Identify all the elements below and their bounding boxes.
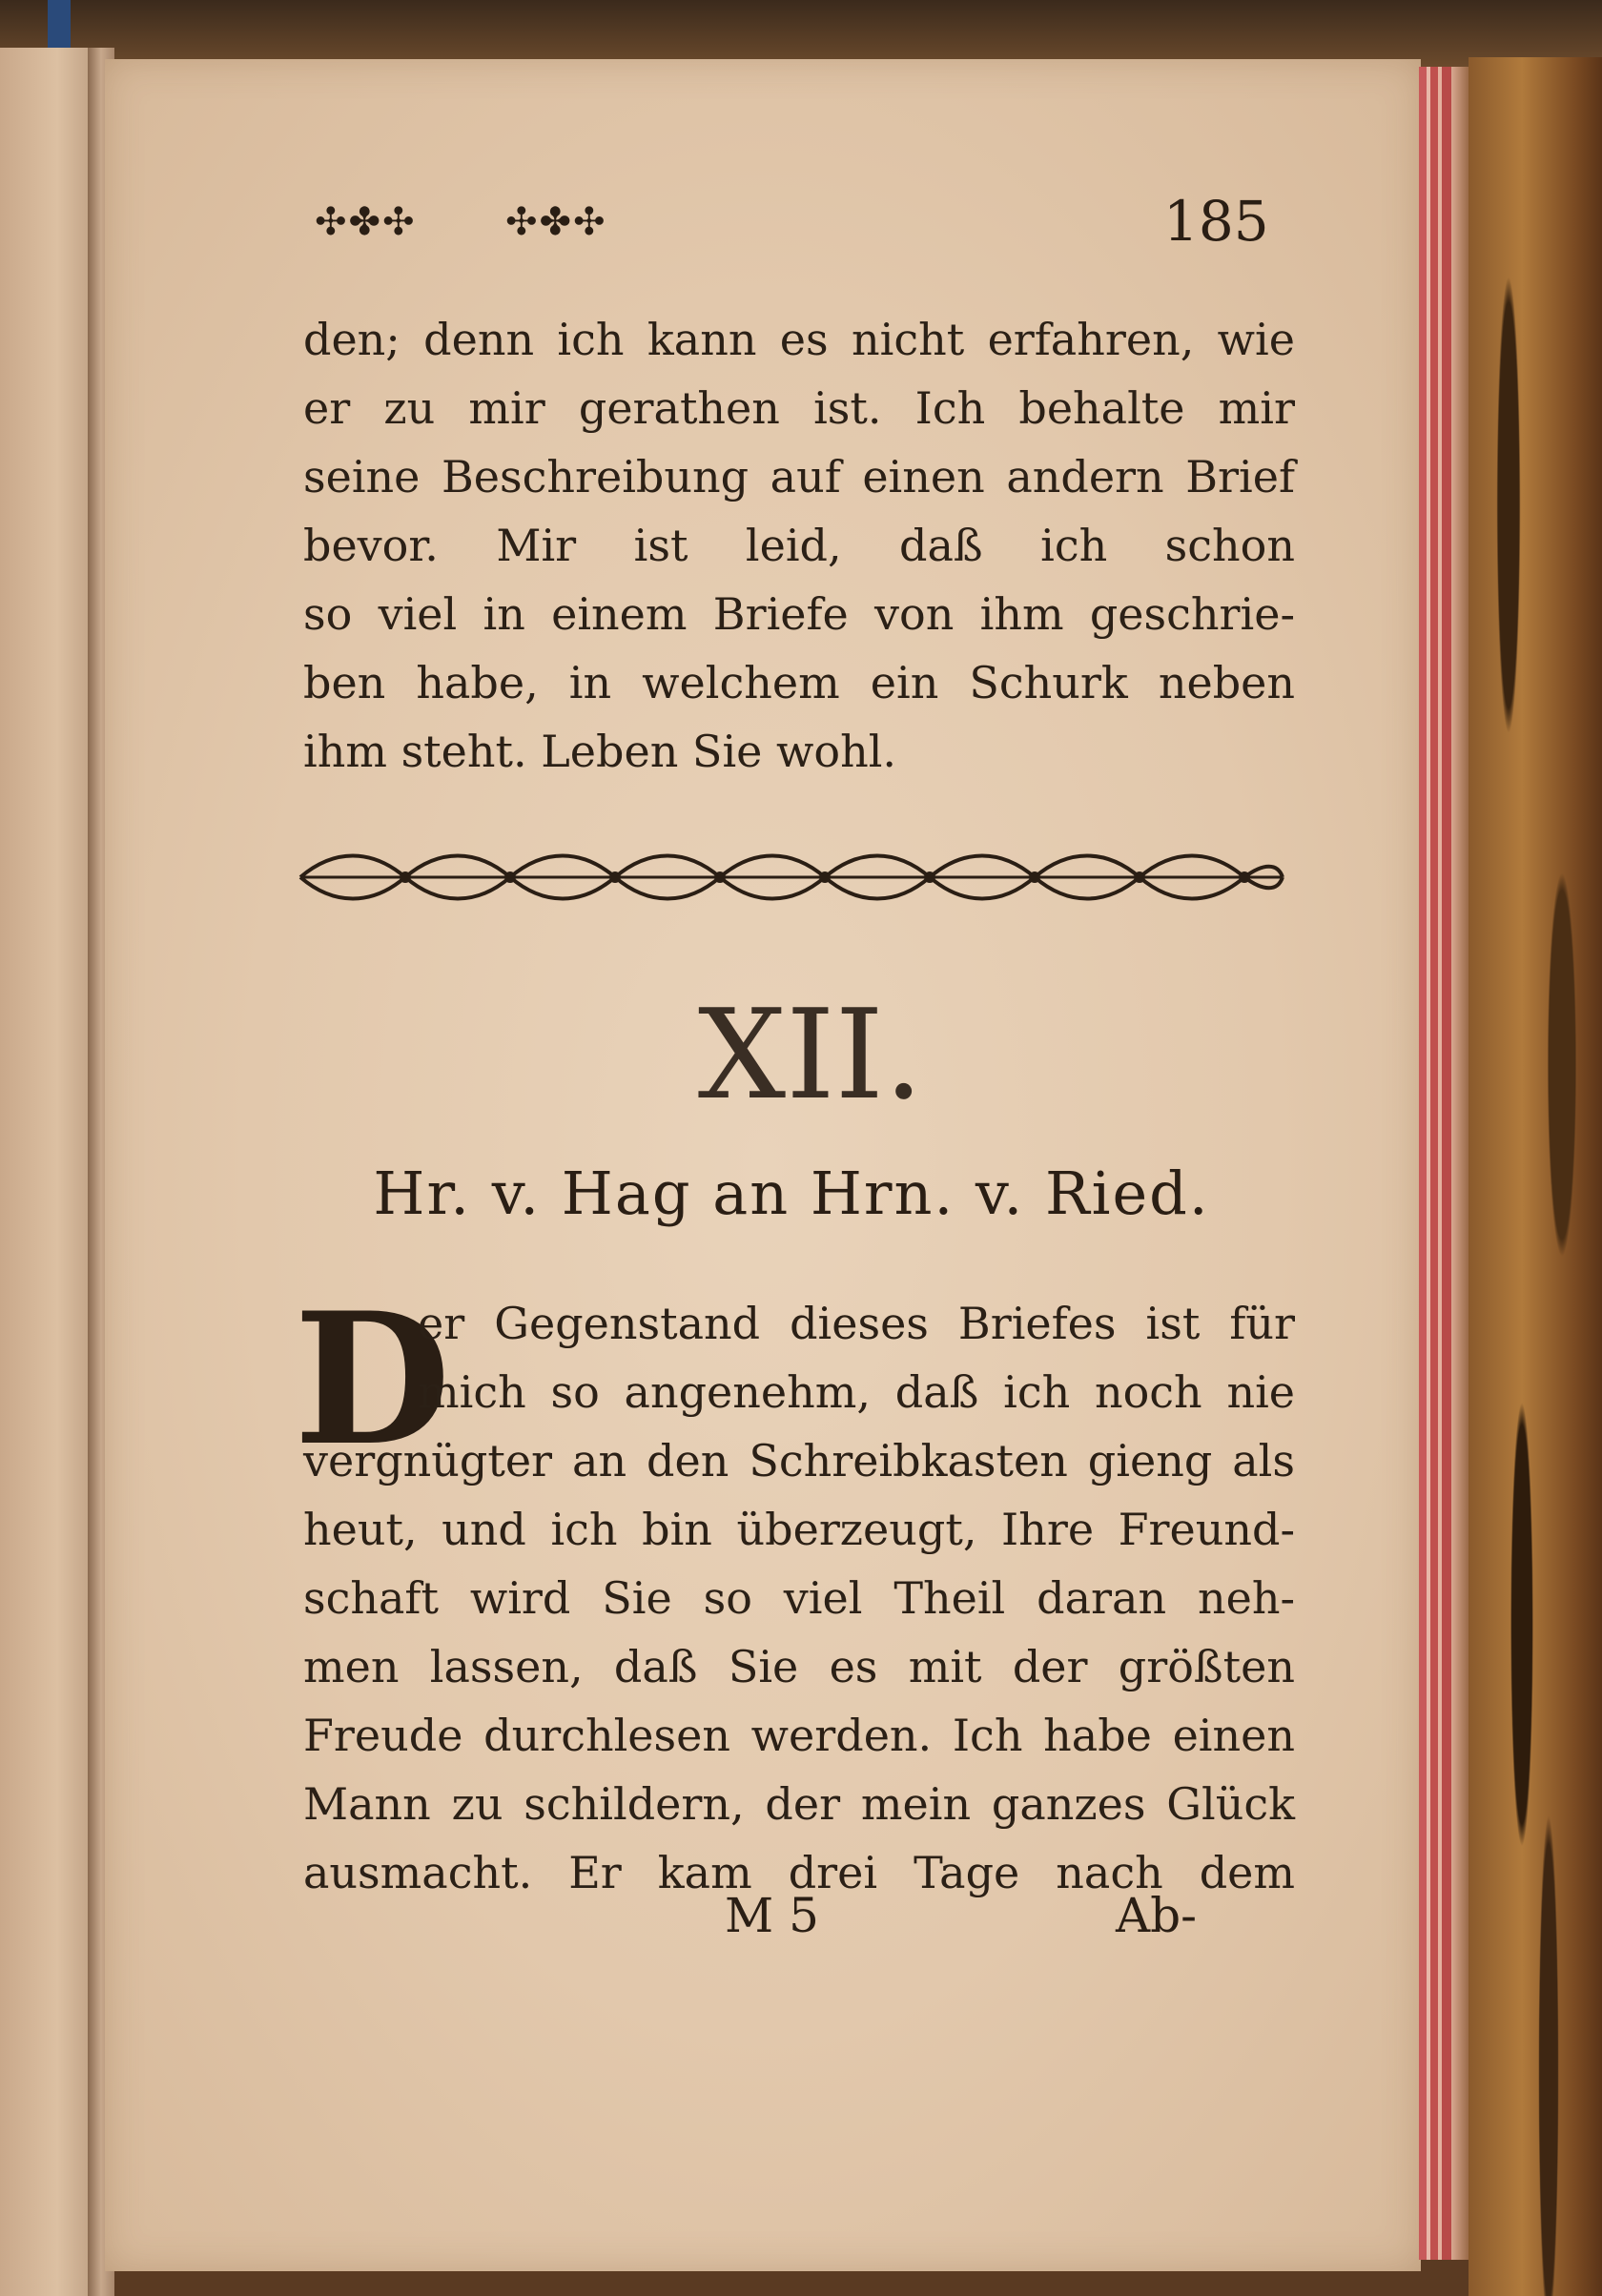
text-block-letter — [303, 1289, 1295, 1907]
text-line: ben habe, in welchem ein Schurk neben — [303, 657, 1295, 708]
chapter-heading-container — [105, 982, 1516, 1127]
text-line: vergnügter an den Schreibkasten gieng als — [303, 1435, 1295, 1486]
drop-cap: D — [294, 1273, 451, 1486]
text-line: Mann zu schildern, der mein ganzes Glück — [303, 1778, 1295, 1830]
book-top-edge — [0, 0, 1602, 67]
text-line: ihm steht. Leben Sie wohl. — [303, 726, 897, 777]
page-edge — [1451, 67, 1468, 2260]
text-line: Freude durchlesen werden. Ich habe einen — [303, 1710, 1295, 1761]
header-ornament-left: ✣✤✣ — [315, 200, 417, 244]
text-line: schaft wird Sie so viel Theil daran neh- — [303, 1572, 1295, 1624]
left-facing-page — [0, 48, 95, 2296]
ornamental-divider — [296, 839, 1287, 915]
text-line: men lassen, daß Sie es mit der größten — [303, 1641, 1295, 1692]
text-block-continuation — [303, 305, 1295, 786]
text-line: so viel in einem Briefe von ihm geschrie- — [303, 588, 1295, 640]
page-number: 185 — [1163, 189, 1269, 254]
red-page-edge — [1442, 67, 1451, 2260]
text-line: den; denn ich kann es nicht erfahren, wie — [303, 314, 1295, 365]
text-line: heut, und ich bin überzeugt, Ihre Freund- — [303, 1504, 1295, 1555]
catchword: Ab- — [1116, 1888, 1198, 1943]
chapter-number: XII. — [697, 982, 924, 1127]
marbled-cover-board — [1468, 57, 1602, 2296]
text-line: ausmacht. Er kam drei Tage nach dem — [303, 1847, 1295, 1898]
red-page-edge — [1419, 67, 1427, 2260]
text-line: er Gegenstand dieses Briefes ist für — [418, 1298, 1295, 1349]
text-line: seine Beschreibung auf einen andern Brief — [303, 451, 1295, 502]
red-page-edge — [1430, 67, 1438, 2260]
text-line: mich so angenehm, daß ich noch nie — [418, 1366, 1295, 1418]
header-ornament-right: ✣✤✣ — [505, 200, 607, 244]
letter-salutation: Hr. v. Hag an Hrn. v. Ried. — [373, 1158, 1210, 1228]
text-line: bevor. Mir ist leid, daß ich schon — [303, 520, 1295, 571]
text-line: er zu mir gerathen ist. Ich behalte mir — [303, 382, 1295, 434]
signature-mark: M 5 — [725, 1888, 819, 1943]
